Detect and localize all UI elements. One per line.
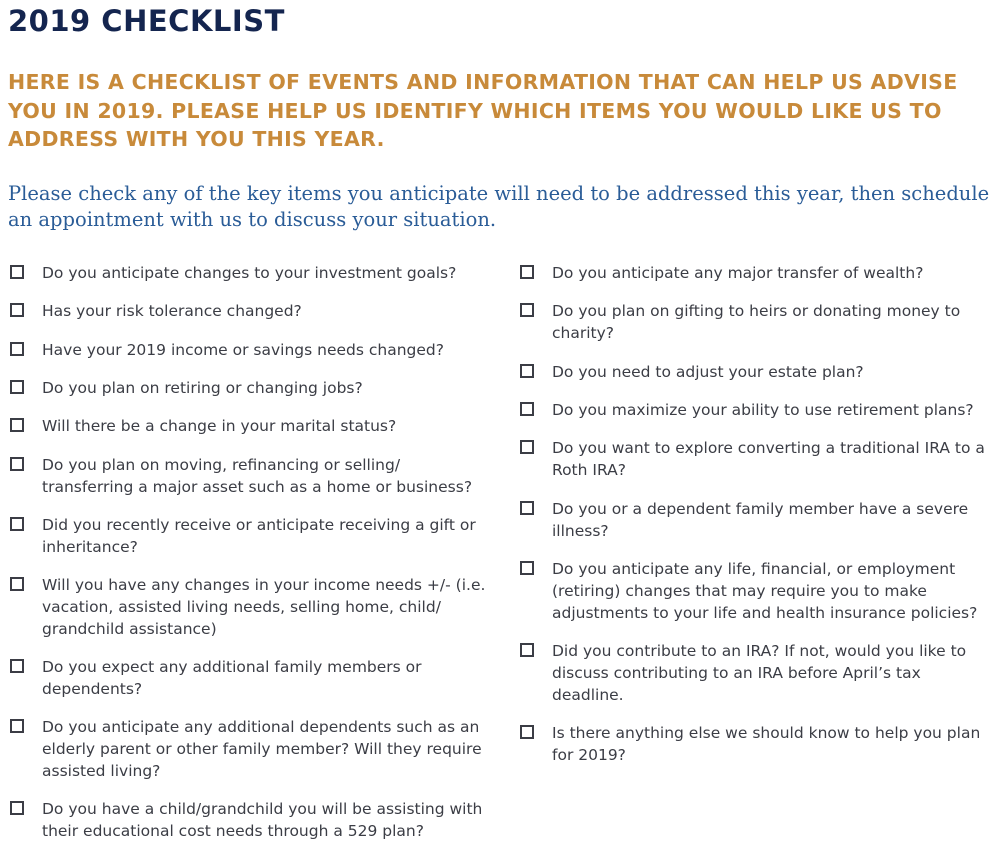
- checklist-item[interactable]: [520, 437, 995, 481]
- checkbox[interactable]: [520, 725, 534, 739]
- checklist-item[interactable]: [10, 514, 490, 558]
- checklist-item[interactable]: [10, 377, 363, 399]
- page-title: 2019 CHECKLIST: [8, 4, 285, 38]
- checklist-item[interactable]: [10, 454, 490, 498]
- checklist-item-label: Do you anticipate any life, financial, or employment (retiring) changes that may require you to make adjustments to your life and health insurance policies?: [552, 560, 978, 622]
- checklist-item-label: Do you plan on moving, refinancing or selling/ transferring a major asset such as a home or business?: [42, 456, 473, 496]
- checklist-item[interactable]: [10, 656, 490, 700]
- checklist-item[interactable]: [10, 415, 396, 437]
- checklist-item[interactable]: [520, 300, 980, 344]
- checkbox[interactable]: [520, 402, 534, 416]
- checklist-item[interactable]: [520, 262, 995, 284]
- checklist-item[interactable]: [10, 798, 495, 842]
- checkbox[interactable]: [520, 440, 534, 454]
- checklist-item-label: Do you have a child/grandchild you will be assisting with their educational cost needs through a 529 plan?: [42, 800, 483, 840]
- checkbox[interactable]: [10, 801, 24, 815]
- checklist-item-label: Do you anticipate any major transfer of wealth?: [552, 264, 924, 282]
- checklist-item-label: Do you need to adjust your estate plan?: [552, 363, 864, 381]
- checkbox[interactable]: [10, 418, 24, 432]
- checklist-item-label: Do you maximize your ability to use retirement plans?: [552, 401, 974, 419]
- checklist-item[interactable]: [520, 640, 970, 706]
- checklist-item[interactable]: [10, 574, 490, 640]
- checklist-item-label: Do you want to explore converting a traditional IRA to a Roth IRA?: [552, 439, 985, 479]
- checklist-item-label: Will there be a change in your marital status?: [42, 417, 397, 435]
- instructions-text: Please check any of the key items you anticipate will need to be addressed this year, then schedule an appointment with us to discuss your situation.: [8, 182, 990, 231]
- checklist-item-label: Will you have any changes in your income needs +/- (i.e. vacation, assisted living needs, selling home, child/ grandchild assistance): [42, 576, 486, 638]
- checklist-item-label: Did you contribute to an IRA? If not, would you like to discuss contributing to an IRA before April’s tax deadline.: [552, 642, 967, 704]
- checklist-item-label: Did you recently receive or anticipate receiving a gift or inheritance?: [42, 516, 476, 556]
- checkbox[interactable]: [520, 501, 534, 515]
- checklist-item[interactable]: [520, 399, 995, 421]
- checkbox[interactable]: [520, 265, 534, 279]
- checkbox[interactable]: [520, 303, 534, 317]
- checkbox[interactable]: [10, 577, 24, 591]
- checklist-item-label: Do you anticipate changes to your investment goals?: [42, 264, 457, 282]
- checklist-item[interactable]: [10, 262, 456, 284]
- checklist-item[interactable]: [10, 300, 302, 322]
- checklist-item-label: Do you expect any additional family members or dependents?: [42, 658, 422, 698]
- checkbox[interactable]: [10, 659, 24, 673]
- checkbox[interactable]: [520, 364, 534, 378]
- checklist-item-label: Has your risk tolerance changed?: [42, 302, 302, 320]
- checkbox[interactable]: [10, 342, 24, 356]
- checkbox[interactable]: [520, 643, 534, 657]
- checkbox[interactable]: [10, 380, 24, 394]
- checkbox[interactable]: [520, 561, 534, 575]
- checklist-item[interactable]: [520, 558, 995, 624]
- checklist-item[interactable]: [10, 716, 495, 782]
- checklist-item-label: Is there anything else we should know to help you plan for 2019?: [552, 724, 981, 764]
- checkbox[interactable]: [10, 303, 24, 317]
- checklist-item[interactable]: [520, 361, 995, 383]
- checklist-item-label: Do you or a dependent family member have a severe illness?: [552, 500, 969, 540]
- checkbox[interactable]: [10, 265, 24, 279]
- intro-heading: HERE IS A CHECKLIST OF EVENTS AND INFORMATION THAT CAN HELP US ADVISE YOU IN 2019. PLEASE HELP US IDENTIFY WHICH ITEMS YOU WOULD LIKE US TO ADDRESS WITH YOU THIS YEAR.: [8, 70, 958, 151]
- checklist-item-label: Do you plan on retiring or changing jobs?: [42, 379, 363, 397]
- checkbox[interactable]: [10, 719, 24, 733]
- checklist-item-label: Have your 2019 income or savings needs changed?: [42, 341, 444, 359]
- checklist-item[interactable]: [520, 722, 995, 766]
- checklist-item-label: Do you plan on gifting to heirs or donating money to charity?: [552, 302, 961, 342]
- checkbox[interactable]: [10, 457, 24, 471]
- checklist-item[interactable]: [520, 498, 980, 542]
- checklist-item[interactable]: [10, 339, 444, 361]
- checklist-item-label: Do you anticipate any additional dependents such as an elderly parent or other family member? Will they require assisted living?: [42, 718, 482, 780]
- checkbox[interactable]: [10, 517, 24, 531]
